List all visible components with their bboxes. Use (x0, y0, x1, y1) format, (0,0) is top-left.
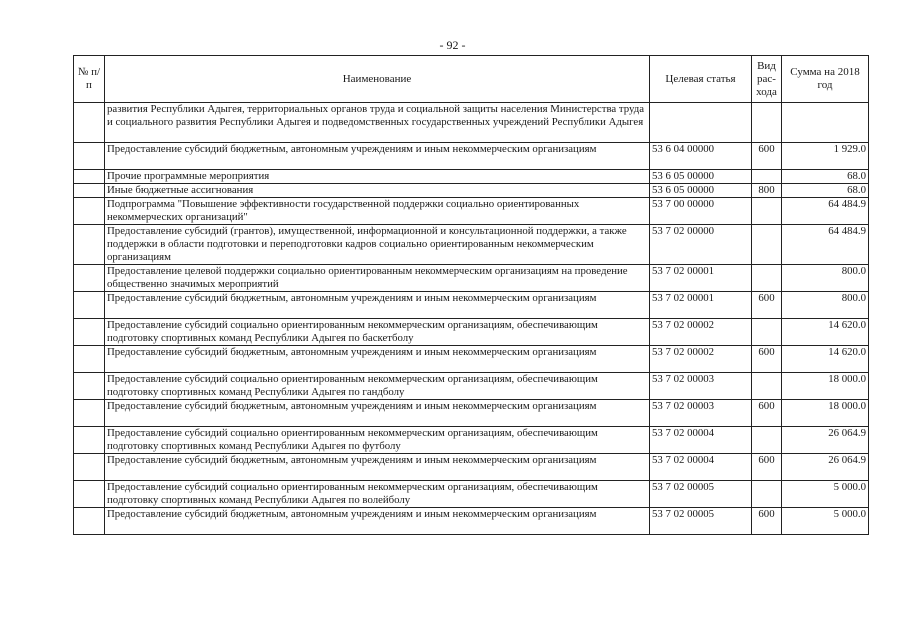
row-kind: 600 (752, 508, 782, 535)
header-name: Наименование (105, 56, 650, 103)
budget-table (73, 55, 869, 535)
row-sum: 64 484.9 (782, 198, 869, 225)
row-code (650, 103, 752, 143)
row-num (74, 170, 105, 184)
row-name: Предоставление субсидий бюджетным, автономным учреждениям и иным некоммерческим организациям (105, 400, 650, 427)
row-sum: 800.0 (782, 265, 869, 292)
row-code: 53 7 02 00001 (650, 292, 752, 319)
row-code: 53 6 05 00000 (650, 170, 752, 184)
row-sum: 26 064.9 (782, 454, 869, 481)
row-name: Подпрограмма "Повышение эффективности государственной поддержки социально ориентированных некоммерческих организаций" (105, 198, 650, 225)
row-sum: 18 000.0 (782, 373, 869, 400)
row-name: Предоставление субсидий бюджетным, автономным учреждениям и иным некоммерческим организациям (105, 292, 650, 319)
row-num (74, 265, 105, 292)
row-num (74, 292, 105, 319)
row-name: Прочие программные мероприятия (105, 170, 650, 184)
row-kind: 600 (752, 143, 782, 170)
row-sum: 14 620.0 (782, 346, 869, 373)
table-row (74, 170, 869, 184)
table-row (74, 508, 869, 535)
row-num (74, 454, 105, 481)
row-kind: 800 (752, 184, 782, 198)
row-name: Предоставление субсидий социально ориентированным некоммерческим организациям, обеспечивающим подготовку спортивных команд Республики Адыгея по волейболу (105, 481, 650, 508)
row-kind (752, 103, 782, 143)
row-kind: 600 (752, 454, 782, 481)
row-num (74, 400, 105, 427)
row-num (74, 427, 105, 454)
header-num: № п/п (74, 56, 105, 103)
page-number: - 92 - (439, 38, 466, 52)
header-code: Целевая статья (650, 56, 752, 103)
row-num (74, 198, 105, 225)
row-name: Предоставление субсидий бюджетным, автономным учреждениям и иным некоммерческим организациям (105, 346, 650, 373)
row-sum: 68.0 (782, 184, 869, 198)
table-row (74, 454, 869, 481)
row-kind (752, 373, 782, 400)
row-kind (752, 427, 782, 454)
row-num (74, 508, 105, 535)
row-code: 53 7 02 00003 (650, 400, 752, 427)
row-name: Предоставление целевой поддержки социально ориентированным некоммерческим организациям на проведение общественно значимых мероприятий (105, 265, 650, 292)
row-sum: 64 484.9 (782, 225, 869, 265)
row-sum: 26 064.9 (782, 427, 869, 454)
table-header-row (74, 56, 869, 103)
row-kind (752, 319, 782, 346)
row-code: 53 7 02 00002 (650, 319, 752, 346)
row-num (74, 373, 105, 400)
row-sum: 18 000.0 (782, 400, 869, 427)
table-row (74, 225, 869, 265)
row-kind (752, 170, 782, 184)
row-name: Предоставление субсидий бюджетным, автономным учреждениям и иным некоммерческим организациям (105, 454, 650, 481)
table-row (74, 400, 869, 427)
row-code: 53 7 02 00000 (650, 225, 752, 265)
row-code: 53 7 02 00002 (650, 346, 752, 373)
row-code: 53 7 00 00000 (650, 198, 752, 225)
row-name: Иные бюджетные ассигнования (105, 184, 650, 198)
row-kind (752, 265, 782, 292)
row-num (74, 103, 105, 143)
row-name: Предоставление субсидий (грантов), имущественной, информационной и консультационной поддержки, а также поддержки в области подготовки и переподготовки кадров социально ориентированным некоммерческим организациям (105, 225, 650, 265)
table-row (74, 198, 869, 225)
row-sum: 68.0 (782, 170, 869, 184)
row-num (74, 143, 105, 170)
row-code: 53 6 04 00000 (650, 143, 752, 170)
row-name: Предоставление субсидий бюджетным, автономным учреждениям и иным некоммерческим организациям (105, 143, 650, 170)
table-row (74, 481, 869, 508)
row-sum: 5 000.0 (782, 481, 869, 508)
table-row (74, 292, 869, 319)
row-sum: 1 929.0 (782, 143, 869, 170)
row-num (74, 184, 105, 198)
row-name: Предоставление субсидий бюджетным, автономным учреждениям и иным некоммерческим организациям (105, 508, 650, 535)
table-row (74, 346, 869, 373)
header-kind: Вид рас-хода (752, 56, 782, 103)
row-sum: 5 000.0 (782, 508, 869, 535)
table-row (74, 143, 869, 170)
row-code: 53 7 02 00005 (650, 481, 752, 508)
row-code: 53 7 02 00003 (650, 373, 752, 400)
row-code: 53 7 02 00004 (650, 454, 752, 481)
table-row (74, 427, 869, 454)
row-name: Предоставление субсидий социально ориентированным некоммерческим организациям, обеспечивающим подготовку спортивных команд Республики Адыгея по футболу (105, 427, 650, 454)
table-row (74, 265, 869, 292)
row-kind: 600 (752, 346, 782, 373)
row-kind: 600 (752, 292, 782, 319)
row-sum (782, 103, 869, 143)
row-kind (752, 198, 782, 225)
row-sum: 14 620.0 (782, 319, 869, 346)
row-num (74, 481, 105, 508)
header-sum: Сумма на 2018 год (782, 56, 869, 103)
row-code: 53 7 02 00001 (650, 265, 752, 292)
row-code: 53 6 05 00000 (650, 184, 752, 198)
row-name: Предоставление субсидий социально ориентированным некоммерческим организациям, обеспечивающим подготовку спортивных команд Республики Адыгея по баскетболу (105, 319, 650, 346)
table-row (74, 184, 869, 198)
row-code: 53 7 02 00004 (650, 427, 752, 454)
row-num (74, 225, 105, 265)
row-name: Предоставление субсидий социально ориентированным некоммерческим организациям, обеспечивающим подготовку спортивных команд Республики Адыгея по гандболу (105, 373, 650, 400)
row-name: развития Республики Адыгея, территориальных органов труда и социальной защиты населения Министерства труда и социального развития Республики Адыгея и подведомственных государственных учреждений Республики Адыгея (105, 103, 650, 143)
row-num (74, 346, 105, 373)
row-num (74, 319, 105, 346)
table-row (74, 319, 869, 346)
row-sum: 800.0 (782, 292, 869, 319)
row-kind (752, 481, 782, 508)
row-kind (752, 225, 782, 265)
table-row (74, 373, 869, 400)
row-kind: 600 (752, 400, 782, 427)
row-code: 53 7 02 00005 (650, 508, 752, 535)
table-row (74, 103, 869, 143)
